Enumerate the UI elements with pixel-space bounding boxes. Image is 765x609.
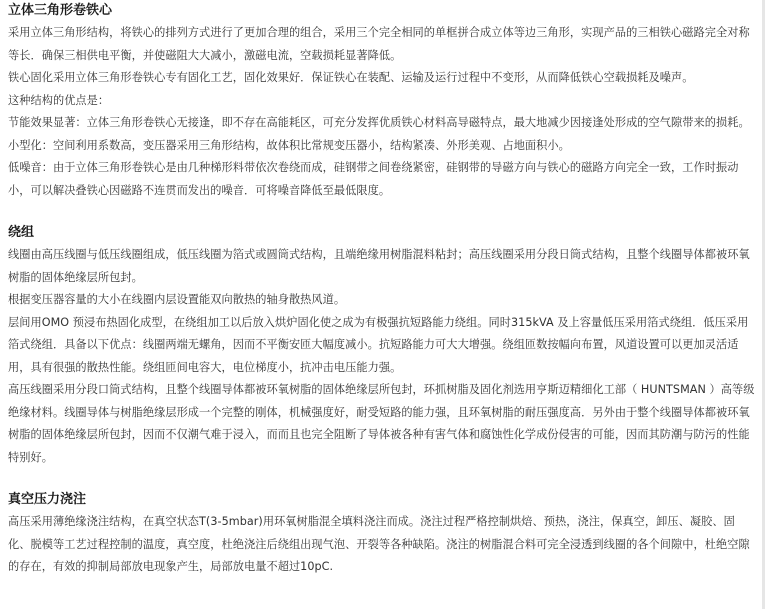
- section-winding: [8, 222, 756, 469]
- paragraph: 小型化：空间利用系数高，变压器采用三角形结构，故体积比常规变压器小，结构紧凑、外形美观、占地面积小。: [8, 138, 570, 152]
- paragraph: 线圈由高压线圈与低压线圈组成，低压线圈为箔式或圆筒式结构，且端绝缘用树脂混料粘封；高压线圈采用分段日筒式结构，且整个线圈导体都被环氧树脂的固体绝缘层所包封。: [8, 248, 750, 284]
- paragraph: 层间用OMO 预浸布热固化成型，在绕组加工以后放入烘炉固化使之成为有极强抗短路能力绕组。同时315kVA 及上容量低压采用箔式绕组．低压采用箔式绕组．具备以下优点：线圈两端无螺角，因而不平衡安匝大幅度减小。抗短路能力可大大增强。绕组匝数按幅向布置，风道设置可以更加灵活适用，具有很强的散热性能。绕组匝间电容大，电位梯度小，抗冲击电压能力强。: [8, 315, 749, 374]
- section-spacer: [8, 469, 756, 489]
- section-title: 真空压力浇注: [8, 492, 87, 507]
- section-title: 立体三角形卷铁心: [8, 3, 113, 18]
- paragraph: 低噪音：由于立体三角形卷铁心是由几种梯形料带依次卷绕而成，硅钢带之间卷绕紧密，硅钢带的导磁方向与铁心的磁路方向完全一致，工作时振动小，可以解决叠铁心因磁路不连贯而发出的噪音．可将噪音降低至最低限度。: [8, 161, 739, 197]
- paragraph: 采用立体三角形结构，将铁心的排列方式进行了更加合理的组合，采用三个完全相同的单框拼合成立体等边三角形，实现产品的三相铁心磁路完全对称等长．确保三相供电平衡，并使磁阻大大减小，激磁电流，空载损耗显著降低。: [8, 26, 750, 62]
- paragraph: 节能效果显著：立体三角形卷铁心无接逢，即不存在高能耗区，可充分发挥优质铁心材料高导磁特点，最大地减少因接逢处形成的空气隙带来的损耗。: [8, 116, 750, 129]
- section-spacer: [8, 202, 756, 222]
- section-vacuum-casting: [8, 489, 756, 579]
- paragraph: 根据变压器容量的大小在线圈内层设置能双向散热的轴身散热风道。: [8, 293, 346, 306]
- section-core: [8, 0, 756, 202]
- paragraph: 这种结构的优点是：: [8, 93, 110, 107]
- document-body: [8, 0, 756, 579]
- section-title: 绕组: [8, 225, 35, 240]
- paragraph: 高压采用薄绝缘浇注结构，在真空状态T(3-5mbar)用环氧树脂混全填料浇注而成。浇注过程严格控制烘焙、预热，浇注，保真空，卸压、凝胶、固化、脱模等工艺过程控制的温度，真空度，杜绝浇注后绕组出现气泡、开裂等各种缺陷。浇注的树脂混合料可完全浸透到线圈的各个间隙中，杜绝空隙的存在，有效的抑制局部放电现象产生，局部放电量不超过10pC.: [8, 515, 750, 573]
- paragraph: 高压线圈采用分段口筒式结构，且整个线圈导体都被环氧树脂的固体绝缘层所包封，环抓树脂及固化剂选用亨斯迈精细化工部（ HUNTSMAN ）高等级绝缘材料。线圈导体与树脂绝缘层形成一个完整的刚体，机械强度好，耐受短路的能力强，且环氧树脂的耐压强度高．另外由于整个线圈导体都被环氧树脂的固体绝缘层所包封，因而不仅潮气难于浸入，而而且也完全阻断了导体被各种有害气体和腐蚀性化学成份侵害的可能，因而其防潮与防污的性能特别好。: [8, 383, 755, 464]
- paragraph: 铁心固化采用立体三角形卷铁心专有固化工艺，固化效果好．保证铁心在装配、运输及运行过程中不变形，从而降低铁心空载损耗及噪声。: [8, 71, 694, 84]
